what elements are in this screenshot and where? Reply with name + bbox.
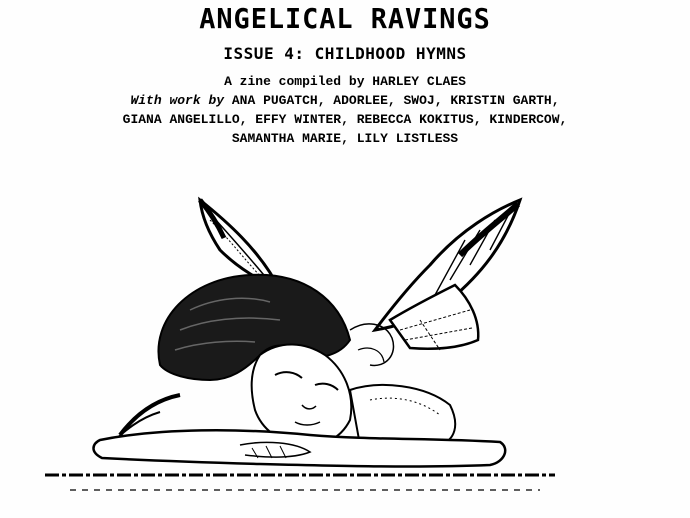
credits-block (0, 72, 690, 148)
sleeping-fairy-child-illustration (40, 190, 560, 510)
side-curls (350, 324, 393, 366)
contributors-line-3: SAMANTHA MARIE, LILY LISTLESS (231, 131, 459, 146)
ground-line (45, 475, 555, 490)
compiled-by-line: A zine compiled by HARLEY CLAES (224, 74, 466, 89)
zine-title: ANGELICAL RAVINGS (199, 2, 491, 35)
issue-subtitle: ISSUE 4: CHILDHOOD HYMNS (223, 44, 467, 63)
with-work-by-label: With work by (130, 93, 225, 108)
contributors-text-1: ANA PUGATCH, ADORLEE, SWOJ, KRISTIN GARTH, (224, 93, 560, 108)
contributors-line-1 (0, 91, 690, 110)
right-wing (375, 200, 520, 350)
contributors-line-2: GIANA ANGELILLO, EFFY WINTER, REBECCA KOKITUS, KINDERCOW, (122, 112, 568, 127)
shoulder (350, 385, 455, 445)
